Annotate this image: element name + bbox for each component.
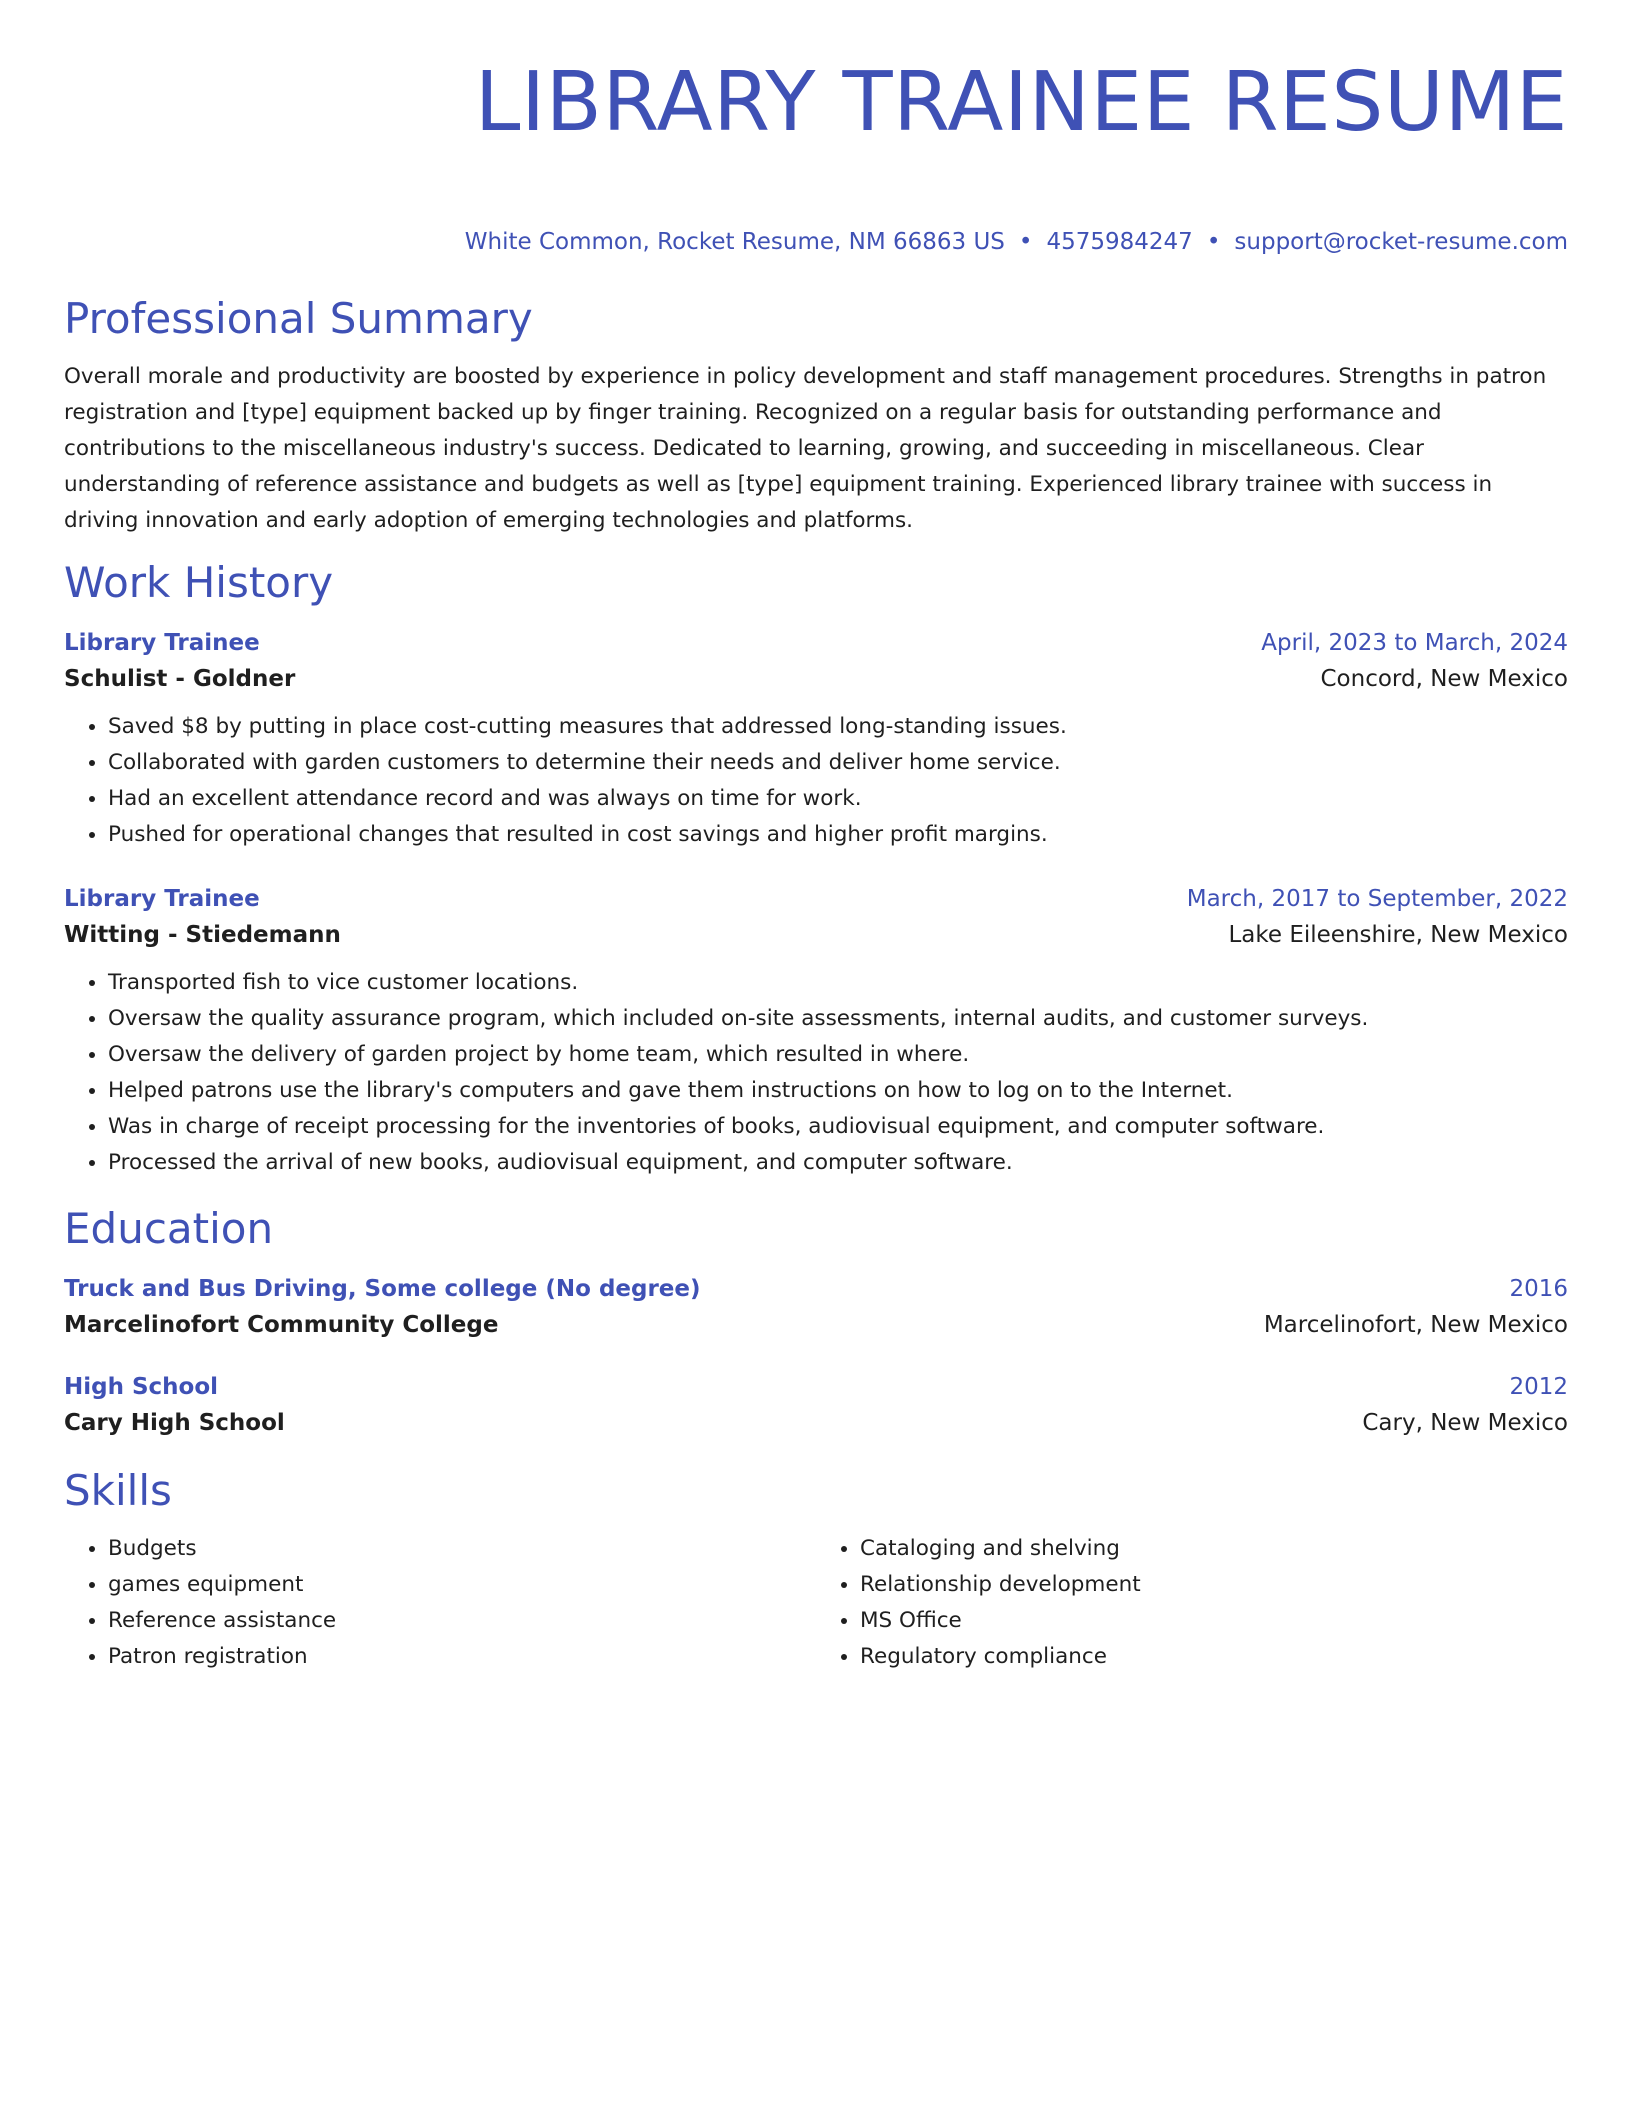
job-company: Witting - Stiedemann [64, 922, 341, 948]
education-section [64, 1203, 1568, 1443]
job-role: Library Trainee [64, 630, 260, 656]
job-bullet: • Saved $8 by putting in place cost-cutting measures that addressed long-standing issues. [108, 709, 1568, 745]
job-location: Lake Eileenshire, New Mexico [1228, 922, 1568, 948]
resume-header [64, 0, 1568, 257]
skill-item: • Cataloging and shelving [860, 1531, 1568, 1567]
education-location: Cary, New Mexico [1362, 1410, 1568, 1436]
contact-phone: 4575984247 [1046, 229, 1193, 255]
skill-item: • Reference assistance [108, 1603, 816, 1639]
job-bullet: • Pushed for operational changes that resulted in cost savings and higher profit margins. [108, 817, 1568, 853]
job-bullet: • Had an excellent attendance record and was always on time for work. [108, 781, 1568, 817]
job-bullet-list [64, 965, 1568, 1181]
skill-item: • Relationship development [860, 1567, 1568, 1603]
contact-email: support@rocket-resume.com [1234, 229, 1568, 255]
section-title-education: Education [64, 1204, 274, 1253]
skills-section [64, 1465, 1568, 1675]
job-entry [64, 883, 1568, 1181]
job-bullet: • Processed the arrival of new books, audiovisual equipment, and computer software. [108, 1145, 1568, 1181]
skill-item: • Patron registration [108, 1639, 816, 1675]
contact-line [64, 227, 1568, 257]
section-title-summary: Professional Summary [64, 294, 533, 343]
job-location: Concord, New Mexico [1320, 666, 1568, 692]
education-entry [64, 1273, 1568, 1345]
resume-title: LIBRARY TRAINEE RESUME [474, 55, 1568, 150]
summary-text: Overall morale and productivity are boosted by experience in policy development and staff management procedures. Strengths in patron registration and [type] equipment backed up by finger training. Recognized on a regular basis for outstanding performance and contributions to the miscellaneous industry's success. Dedicated to learning, growing, and succeeding in miscellaneous. Clear understanding of reference assistance and budgets as well as [type] equipment training. Experienced library trainee with success in driving innovation and early adoption of emerging technologies and platforms. [64, 364, 1547, 533]
contact-separator: • [1018, 229, 1033, 255]
job-dates: April, 2023 to March, 2024 [1261, 630, 1568, 656]
job-entry [64, 627, 1568, 853]
education-location: Marcelinofort, New Mexico [1263, 1312, 1568, 1338]
skills-grid [64, 1531, 1568, 1675]
job-bullet: • Transported fish to vice customer locations. [108, 965, 1568, 1001]
education-degree: High School [64, 1374, 219, 1400]
job-bullet: • Collaborated with garden customers to determine their needs and deliver home service. [108, 745, 1568, 781]
skill-item: • Regulatory compliance [860, 1639, 1568, 1675]
job-dates: March, 2017 to September, 2022 [1186, 886, 1568, 912]
education-entry [64, 1371, 1568, 1443]
job-bullet: • Was in charge of receipt processing for the inventories of books, audiovisual equipment, and computer software. [108, 1109, 1568, 1145]
skills-column-right [816, 1531, 1568, 1675]
job-role: Library Trainee [64, 886, 260, 912]
skill-item: • Budgets [108, 1531, 816, 1567]
education-school: Cary High School [64, 1410, 285, 1436]
contact-address: White Common, Rocket Resume, NM 66863 US [464, 229, 1005, 255]
section-title-work-history: Work History [64, 558, 334, 607]
job-bullet: • Oversaw the delivery of garden project by home team, which resulted in where. [108, 1037, 1568, 1073]
job-bullet: • Helped patrons use the library's computers and gave them instructions on how to log on to the Internet. [108, 1073, 1568, 1109]
skills-column-left [64, 1531, 816, 1675]
education-year: 2012 [1509, 1374, 1568, 1400]
summary-section [64, 293, 1568, 539]
job-bullet: • Oversaw the quality assurance program, which included on-site assessments, internal audits, and customer surveys. [108, 1001, 1568, 1037]
education-year: 2016 [1509, 1276, 1568, 1302]
contact-separator: • [1206, 229, 1221, 255]
job-company: Schulist - Goldner [64, 666, 296, 692]
job-bullet-list [64, 709, 1568, 853]
education-school: Marcelinofort Community College [64, 1312, 499, 1338]
skill-item: • games equipment [108, 1567, 816, 1603]
skill-item: • MS Office [860, 1603, 1568, 1639]
section-title-skills: Skills [64, 1466, 172, 1515]
work-history-section [64, 557, 1568, 1181]
education-degree: Truck and Bus Driving, Some college (No degree) [64, 1276, 701, 1302]
